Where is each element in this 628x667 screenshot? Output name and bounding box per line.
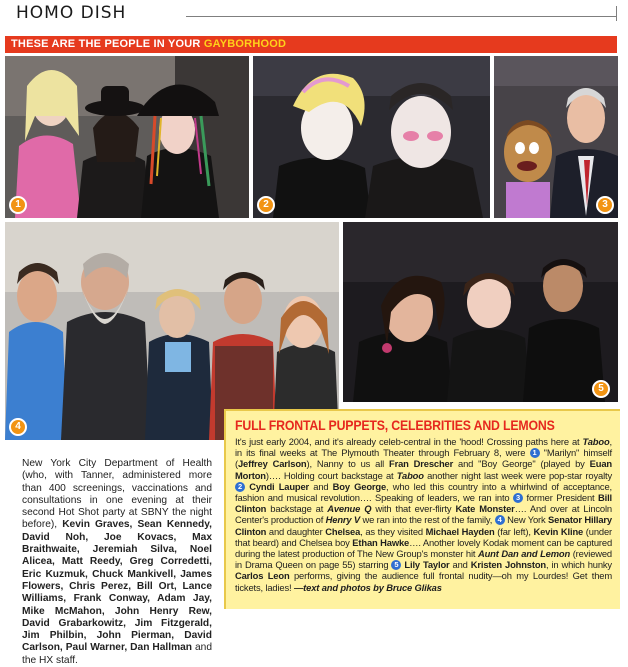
article-credit: —text and photos by Bruce Glikas [293, 581, 442, 593]
photo-number-badge: 3 [596, 196, 614, 214]
photo-4 [5, 222, 339, 440]
photo-5-image [343, 222, 618, 402]
banner-prefix: THESE ARE THE PEOPLE IN YOUR [11, 38, 204, 50]
photo-2-image [253, 56, 490, 218]
photo-4-image [5, 222, 339, 440]
reference-badge: 4 [495, 515, 505, 525]
photo-number-badge: 2 [257, 196, 275, 214]
photo-3-image [494, 56, 618, 218]
article-body: It's just early 2004, and it's already celeb-central in the 'hood! Crossing paths here at Taboo, in its final weeks at The Plymouth Theater through February 8, were 1 "Marilyn" himself (Jeffrey Carlson), Nanny to us all Fran Drescher and "Boy George" (played by Euan Morton)…. Holding court backstage at Taboo another night last week were pop-star royalty 2 Cyndi Lauper and Boy George, who led this country into a whirlwind of acceptance, fashion and musical revolution…. Speaking of leaders, we ran into 3 former President Bill Clinton backstage at Avenue Q with that ever-flirty Kate Monster…. And over at Lincoln Center's production of Henry V we ran into the rest of the family, 4 New York Senator Hillary Clinton and daughter Chelsea, as they visited Michael Hayden (far left), Kevin Kline (under that beard) and Chelsea boy Ethan Hawke…. Another lovely Kodak moment can be captured during the latest production of The New Group's monster hit Aunt Dan and Lemon (reviewed in Drama Queen on page 55) starring 5 Lily Taylor and Kristen Johnston, in which hunky Carlos Leon performs, giving the audience full frontal nudity—oh my Lourdes! Get them tickets, ladies! —text and photos by Bruce Glikas [235, 436, 613, 593]
header-rule [186, 16, 616, 17]
photo-number-badge: 1 [9, 196, 27, 214]
caption-names: Kevin Graves, Sean Kennedy, David Noh, Joe Kovacs, Max Braithwaite, Jeremiah Silva, Noel Alicea, Matt Reedy, Greg Corredetti, Eric Kuzmuk, Chuck Mankivell, James Flowers, Chris Perez, Bill Ort, Lance Williams, Frank Conway, Adam Jay, Mike McMahon, John Henry Rew, David Grabarkowitz, Jim Fitzgerald, Jim Philbin, John Pierman, David Carlson, Paul Warner, Dan Hallman [22, 519, 212, 654]
caption-end: and the HX staff. [22, 642, 212, 666]
header-rule-end [616, 6, 617, 21]
caption-intro: New York City Department of Health (who, with Tanner, administered more than 400 screenings, vaccinations and consultations in one evening at their second Hot Shot party at SBNY the night before), [22, 458, 212, 531]
photo-1 [5, 56, 249, 218]
photo-5 [343, 222, 618, 402]
reference-badge: 3 [513, 493, 523, 503]
photo-3 [494, 56, 618, 218]
banner-accent: GAYBORHOOD [203, 38, 287, 50]
reference-badge: 1 [530, 448, 540, 458]
reference-badge: 5 [391, 560, 401, 570]
photo-2 [253, 56, 490, 218]
photo-4-caption [22, 458, 212, 667]
photo-number-badge: 5 [592, 380, 610, 398]
article-headline: FULL FRONTAL PUPPETS, CELEBRITIES AND LEMONS [235, 417, 555, 433]
section-title: HOMO DISH [16, 3, 127, 23]
reference-badge: 2 [235, 482, 245, 492]
photo-number-badge: 4 [9, 418, 27, 436]
section-banner [5, 36, 617, 53]
photo-1-image [5, 56, 249, 218]
article-box [224, 409, 620, 609]
